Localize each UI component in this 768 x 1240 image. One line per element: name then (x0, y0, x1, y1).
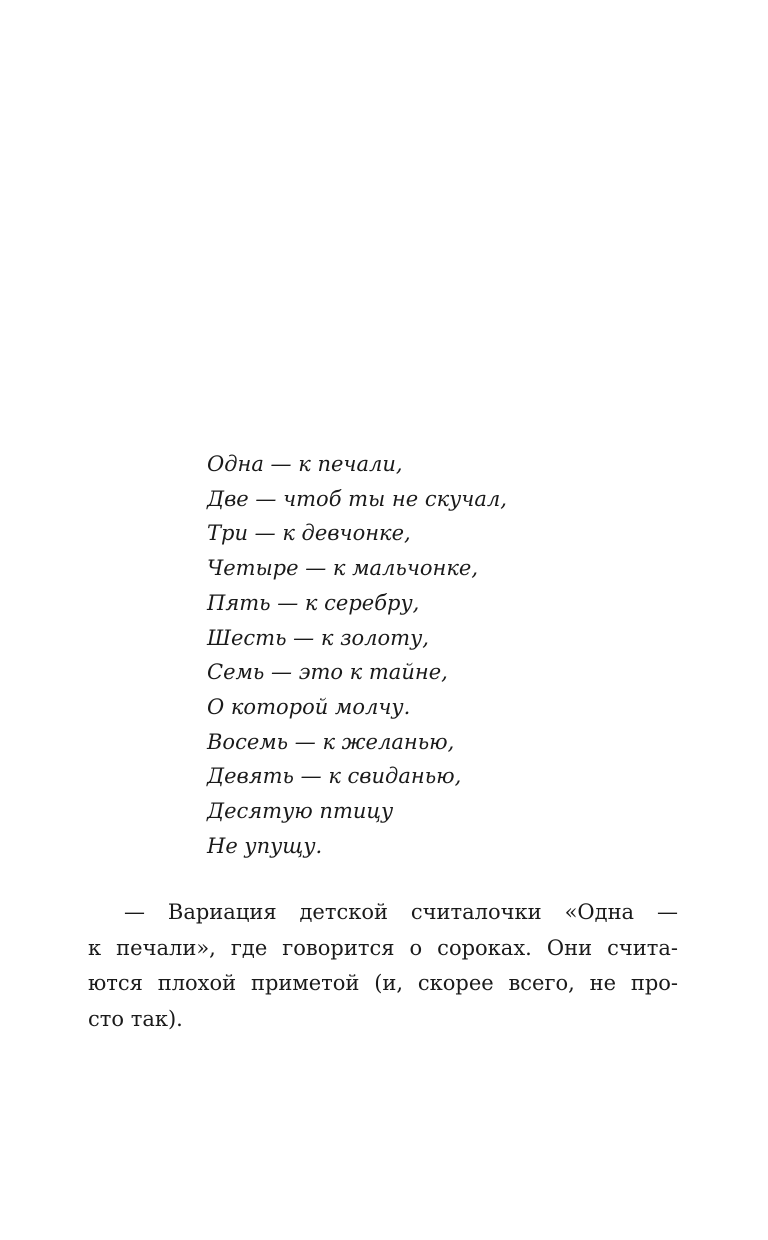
footnote-paragraph (88, 895, 678, 1037)
poem-line: Семь — это к тайне, (207, 660, 448, 685)
poem-line: Девять — к свиданью, (207, 764, 462, 789)
poem-line: Десятую птицу (207, 799, 394, 824)
poem-line: Две — чтоб ты не скучал, (207, 486, 507, 511)
poem-line: О которой молчу. (207, 694, 411, 719)
poem-line: Три — к девчонке, (207, 521, 411, 546)
poem-line: Четыре — к мальчонке, (207, 556, 479, 581)
poem-line: Восемь — к желанью, (207, 729, 455, 754)
footnote-line: ются плохой приметой (и, скорее всего, не про- (88, 971, 678, 995)
footnote-line: сто так). (88, 1006, 183, 1031)
poem-line: Одна — к печали, (207, 452, 403, 476)
footnote-line: — Вариация детской считалочки «Одна — (124, 900, 678, 924)
footnote-line: к печали», где говорится о сороках. Они счита- (88, 935, 678, 960)
poem (207, 447, 507, 863)
poem-line: Не упущу. (207, 833, 323, 858)
poem-line: Шесть — к золоту, (207, 625, 429, 650)
poem-line: Пять — к серебру, (207, 590, 420, 615)
